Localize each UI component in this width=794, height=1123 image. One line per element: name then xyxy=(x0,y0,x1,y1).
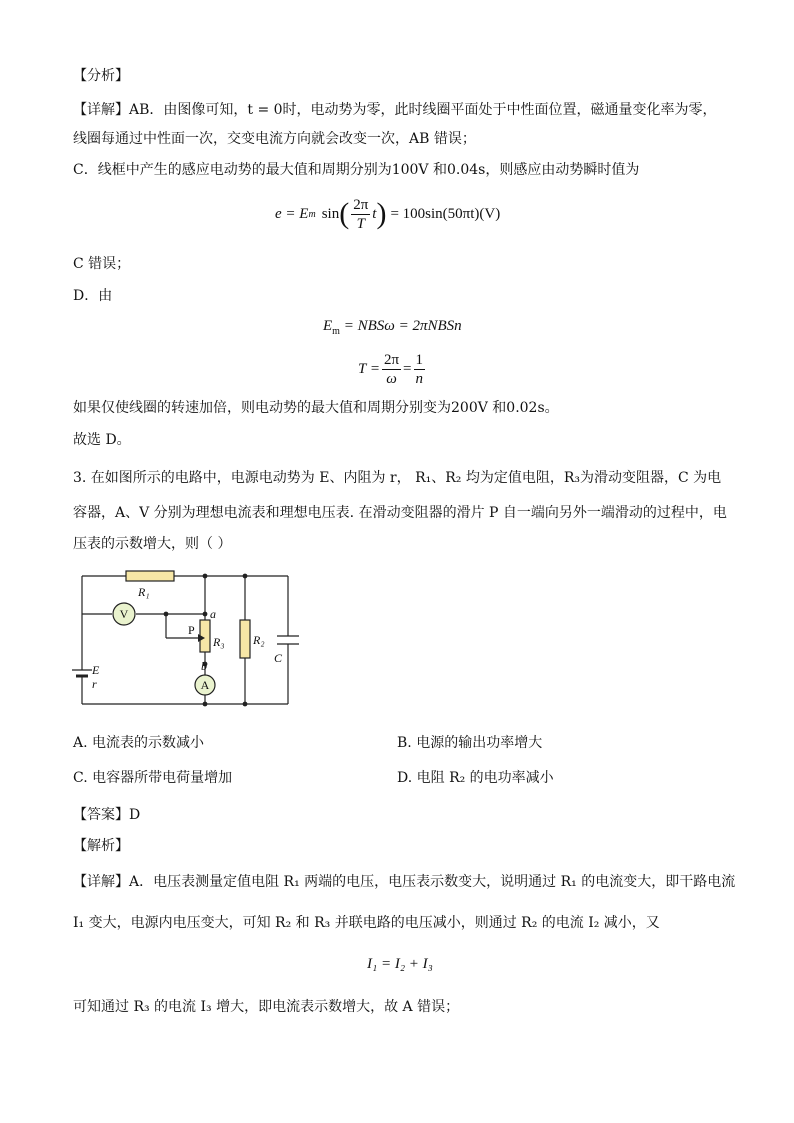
eq3-fraction-1 xyxy=(382,351,401,388)
eq1-lhs-sub: m xyxy=(308,208,316,220)
capacitor-label: C xyxy=(274,651,283,665)
eq2-lhs-sub: m xyxy=(332,326,340,337)
eq3-mid: = xyxy=(403,360,412,377)
eq3-f2-den: n xyxy=(415,370,423,387)
detail-line-1: 【详解】AB．由图像可知，t = 0时，电动势为零，此时线圈平面处于中性面位置，磁通量变化率为零， xyxy=(73,102,717,118)
eq3-f1-den: ω xyxy=(386,370,397,387)
ammeter-label: A xyxy=(200,678,210,692)
choose-d: 故选 D。 xyxy=(73,432,131,448)
eq1-t: t xyxy=(372,205,377,222)
solution-line-3: 可知通过 R₃ 的电流 I₃ 增大，即电流表示数增大，故 A 错误； xyxy=(73,999,460,1015)
equation-current-sum: I₁ = I₂ + I₃ xyxy=(367,956,433,972)
option-d: D. 电阻 R₂ 的电功率减小 xyxy=(397,770,554,786)
eq1-frac-den: T xyxy=(356,215,365,232)
circuit-diagram xyxy=(70,566,302,712)
eq2-lhs: E xyxy=(323,318,333,334)
internal-r-label: r xyxy=(92,677,97,691)
eq1-lparen: ( xyxy=(339,197,350,230)
resistor-r2 xyxy=(240,620,250,658)
eq2-rhs: = NBSω = 2πNBSn xyxy=(343,318,462,334)
junction-r2-bottom xyxy=(243,702,248,707)
eq1-lhs: e = E xyxy=(275,205,309,222)
eq1-rhs: = 100sin(50πt)(V) xyxy=(390,205,501,222)
eq1-frac-num: 2π xyxy=(353,196,369,213)
eq3-lhs: T = xyxy=(358,360,380,377)
eq3-f2-num: 1 xyxy=(415,351,423,368)
eq1-sin: sin xyxy=(321,205,340,222)
option-c-wrong: C 错误； xyxy=(73,256,131,272)
option-d-lead: D．由 xyxy=(73,288,113,304)
junction-r2-top xyxy=(243,574,248,579)
r3-label: R₃ xyxy=(213,635,225,649)
question-3-line-3: 压表的示数增大，则（ ） xyxy=(73,536,232,552)
jiexi-heading: 【解析】 xyxy=(73,838,129,854)
voltmeter-label: V xyxy=(119,607,129,621)
question-3-line-1: 3. 在如图所示的电路中，电源电动势为 E、内阻为 r， R₁、R₂ 均为定值电阻，R₃为滑动变阻器，C 为电 xyxy=(73,470,722,486)
equation-em xyxy=(323,318,462,337)
emf-label: E xyxy=(92,663,100,677)
r1-label: R₁ xyxy=(138,585,150,599)
point-a-label: a xyxy=(210,607,216,621)
eq1-rparen: ) xyxy=(376,197,387,230)
junction-top xyxy=(203,574,208,579)
question-3-line-2: 容器，A、V 分别为理想电流表和理想电压表. 在滑动变阻器的滑片 P 自一端向另外一端滑动的过程中，电 xyxy=(73,505,727,521)
junction-a xyxy=(203,612,208,617)
eq3-fraction-2 xyxy=(414,351,426,388)
point-b-label: b xyxy=(201,659,207,673)
option-c: C. 电容器所带电荷量增加 xyxy=(73,770,233,786)
option-d-explanation: 如果仅使线圈的转速加倍，则电动势的最大值和周期分别变为200V 和0.02s。 xyxy=(73,400,559,416)
slider-p-label: P xyxy=(188,623,195,637)
resistor-r1 xyxy=(126,571,174,581)
solution-line-1: 【详解】A．电压表测量定值电阻 R₁ 两端的电压，电压表示数变大，说明通过 R₁ 的电流变大，即干路电流 xyxy=(73,874,736,890)
junction-voltmeter xyxy=(164,612,169,617)
equation-emf xyxy=(275,192,500,236)
detail-line-2: 线圈每通过中性面一次，交变电流方向就会改变一次，AB 错误； xyxy=(73,131,476,147)
option-b: B. 电源的输出功率增大 xyxy=(397,735,543,751)
eq3-f1-num: 2π xyxy=(383,351,400,368)
option-c-explanation: C．线框中产生的感应电动势的最大值和周期分别为100V 和0.04s，则感应由动势瞬时值为 xyxy=(73,162,640,178)
solution-line-2: I₁ 变大，电源内电压变大，可知 R₂ 和 R₃ 并联电路的电压减小，则通过 R₂ 的电流 I₂ 减小，又 xyxy=(73,915,660,931)
junction-bottom xyxy=(203,702,208,707)
analysis-heading: 【分析】 xyxy=(73,68,129,84)
answer-heading: 【答案】D xyxy=(73,807,141,823)
equation-period xyxy=(358,348,427,390)
r2-label: R₂ xyxy=(253,633,265,647)
eq1-fraction xyxy=(351,196,370,233)
option-a: A. 电流表的示数减小 xyxy=(73,735,205,751)
